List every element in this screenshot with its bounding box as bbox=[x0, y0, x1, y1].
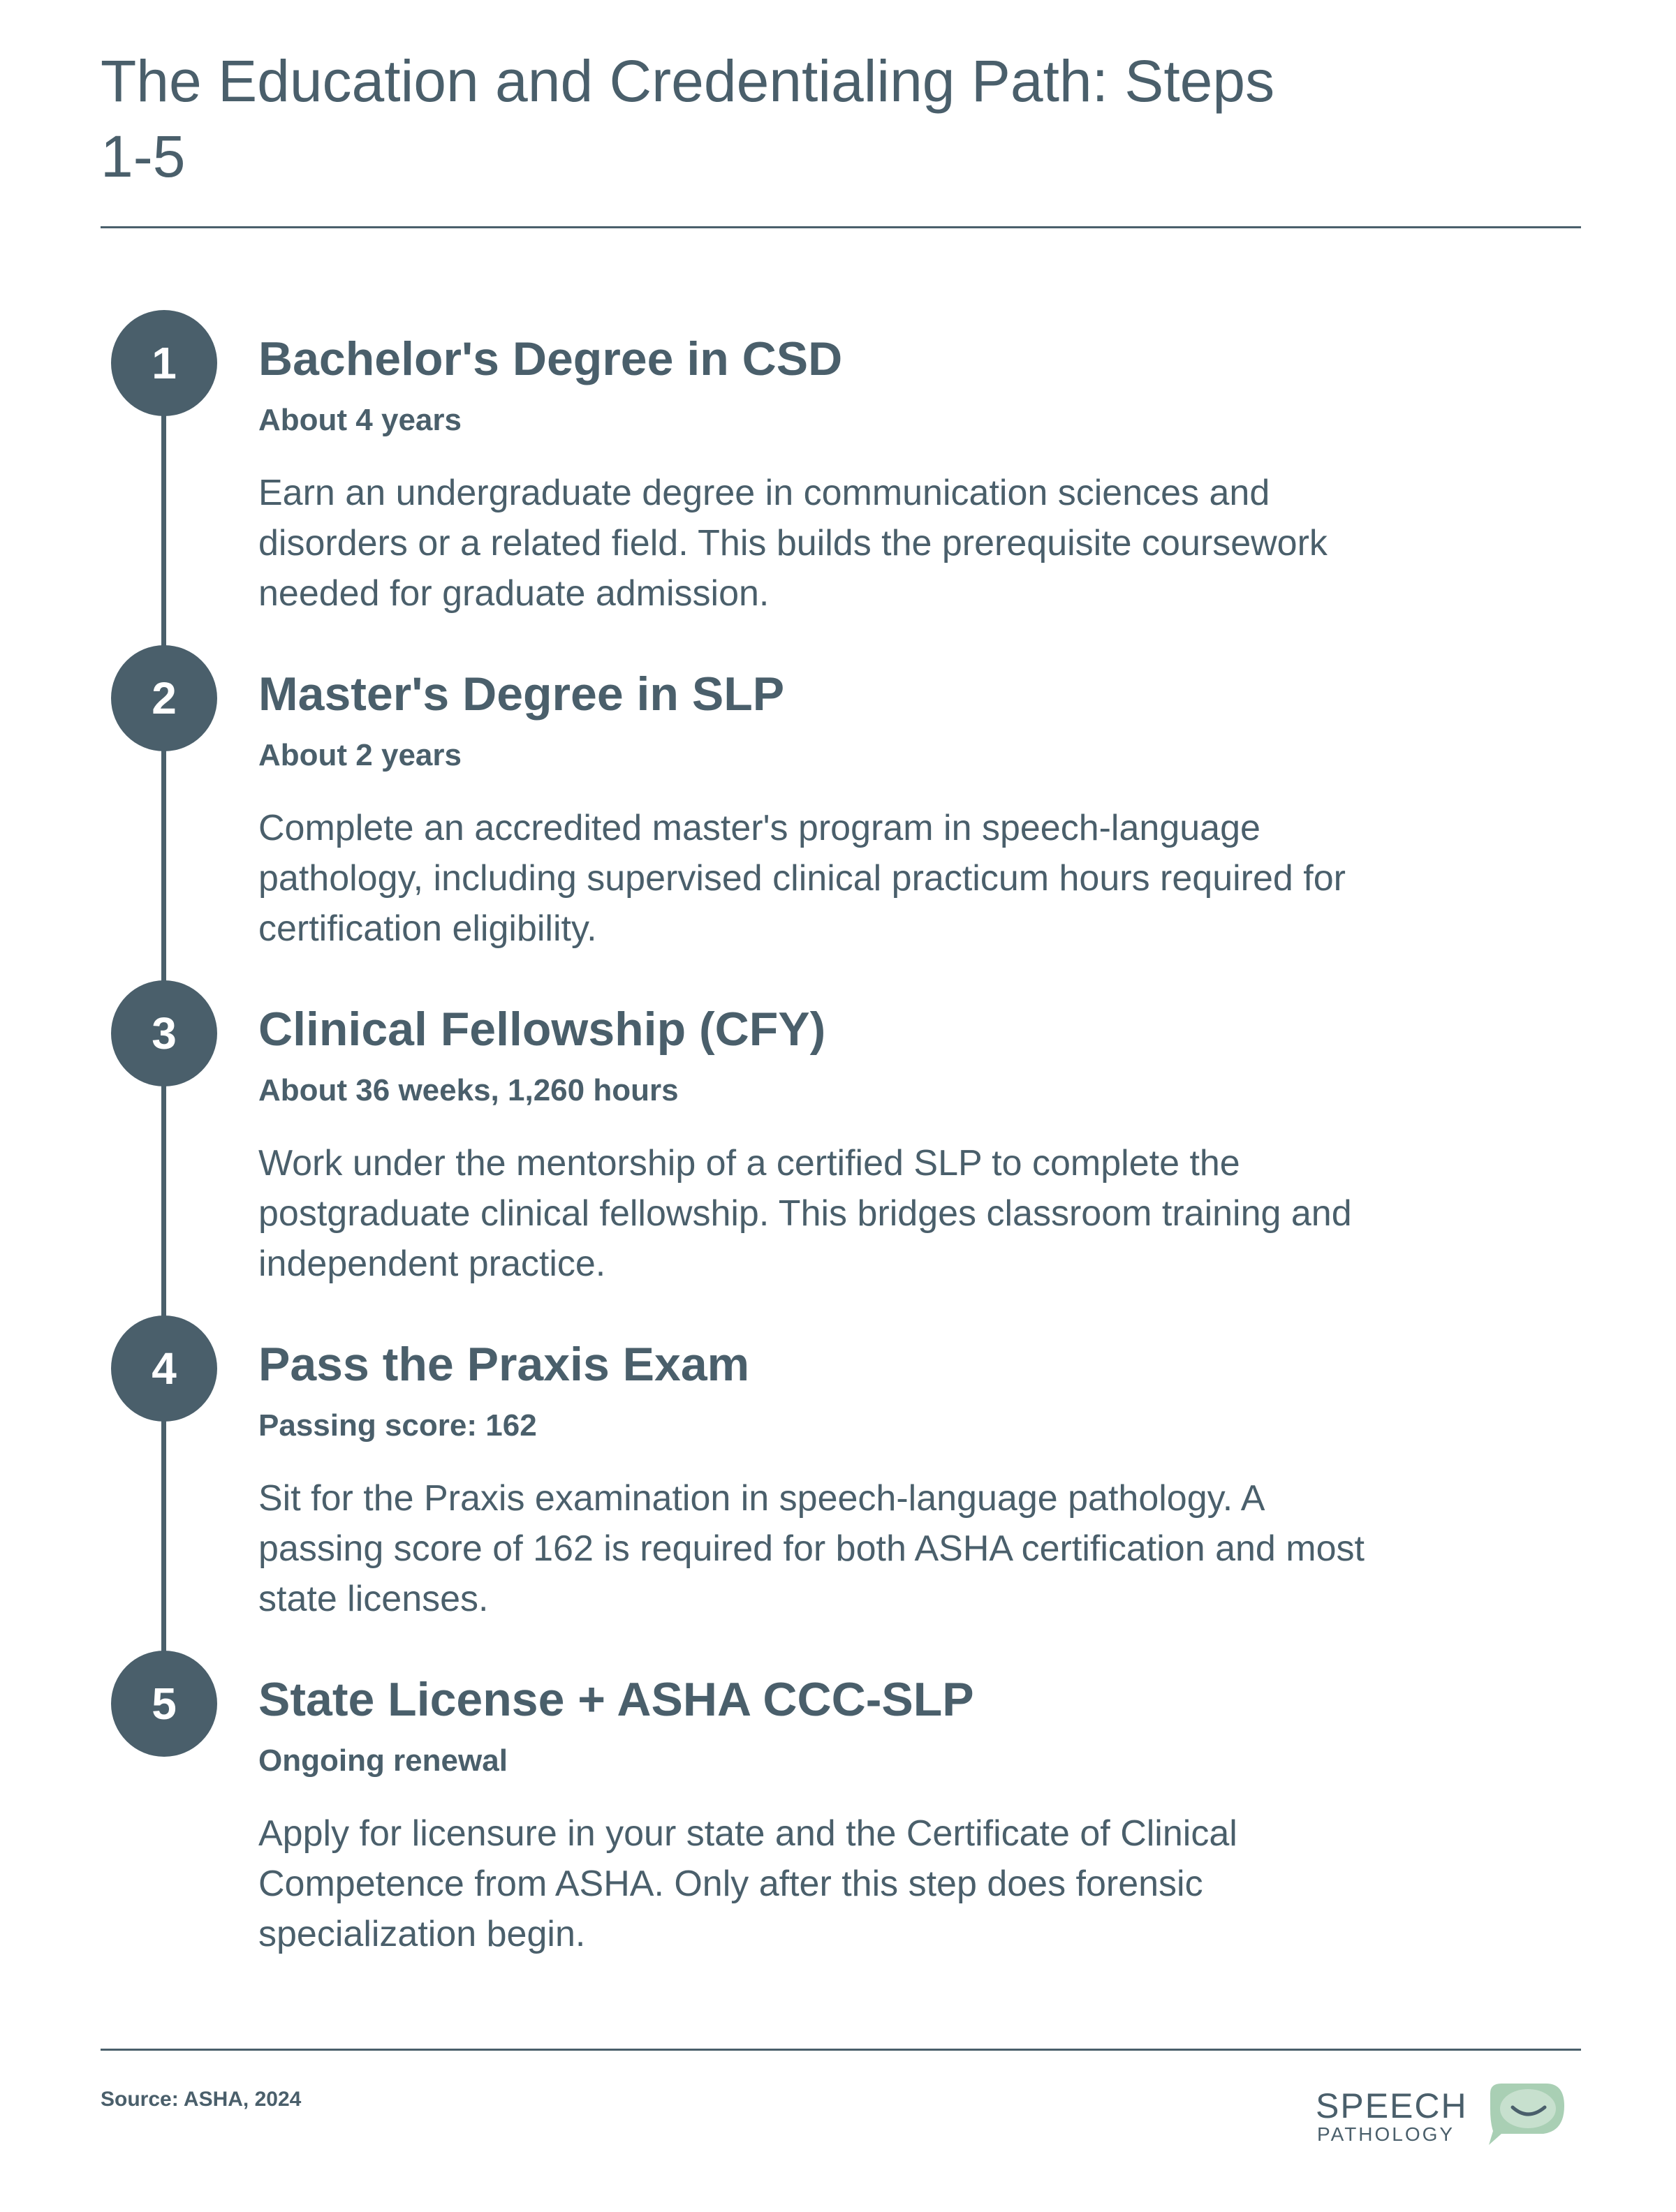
step-title: State License + ASHA CCC-SLP bbox=[258, 1673, 974, 1726]
step-number-badge: 4 bbox=[111, 1315, 217, 1422]
header-divider bbox=[101, 226, 1581, 228]
step-number-badge: 5 bbox=[111, 1651, 217, 1757]
step-number-badge: 2 bbox=[111, 645, 217, 751]
step-duration: About 4 years bbox=[258, 403, 462, 437]
step-description: Work under the mentorship of a certified SLP to complete the postgraduate clinical fellowship. This bridges classroom training and independent practice. bbox=[258, 1143, 1352, 1284]
page-title: The Education and Credentialing Path: Steps 1-5 bbox=[101, 48, 1275, 189]
step-description: Sit for the Praxis examination in speech-language pathology. A passing score of 162 is required for both ASHA certification and most state licenses. bbox=[258, 1478, 1365, 1619]
step-3 bbox=[0, 980, 1676, 1315]
logo-wordmark-primary: SPEECH bbox=[1316, 2086, 1468, 2125]
step-title: Pass the Praxis Exam bbox=[258, 1338, 750, 1391]
step-duration: Ongoing renewal bbox=[258, 1743, 508, 1778]
step-description: Apply for licensure in your state and the Certificate of Clinical Competence from ASHA. Only after this step does forensic specialization begin. bbox=[258, 1813, 1237, 1954]
step-1 bbox=[0, 310, 1676, 645]
step-number-badge: 3 bbox=[111, 980, 217, 1086]
step-2 bbox=[0, 645, 1676, 980]
step-description: Complete an accredited master's program in speech-language pathology, including supervised clinical practicum hours required for certification eligibility. bbox=[258, 808, 1346, 949]
speech-bubble-smile-icon bbox=[1476, 2081, 1567, 2148]
step-number-badge: 1 bbox=[111, 310, 217, 416]
step-5 bbox=[0, 1651, 1676, 1986]
step-4 bbox=[0, 1315, 1676, 1651]
step-title: Bachelor's Degree in CSD bbox=[258, 332, 843, 385]
step-duration: Passing score: 162 bbox=[258, 1408, 537, 1443]
step-title: Master's Degree in SLP bbox=[258, 668, 785, 721]
footer-divider bbox=[101, 2049, 1581, 2051]
logo-wordmark-secondary: PATHOLOGY bbox=[1317, 2123, 1455, 2145]
step-duration: About 36 weeks, 1,260 hours bbox=[258, 1073, 679, 1107]
step-duration: About 2 years bbox=[258, 738, 462, 772]
step-title: Clinical Fellowship (CFY) bbox=[258, 1003, 826, 1056]
step-description: Earn an undergraduate degree in communication sciences and disorders or a related field. This builds the prerequisite coursework needed for graduate admission. bbox=[258, 473, 1328, 614]
speech-pathology-logo bbox=[1316, 2081, 1567, 2151]
source-citation: Source: ASHA, 2024 bbox=[101, 2088, 302, 2111]
